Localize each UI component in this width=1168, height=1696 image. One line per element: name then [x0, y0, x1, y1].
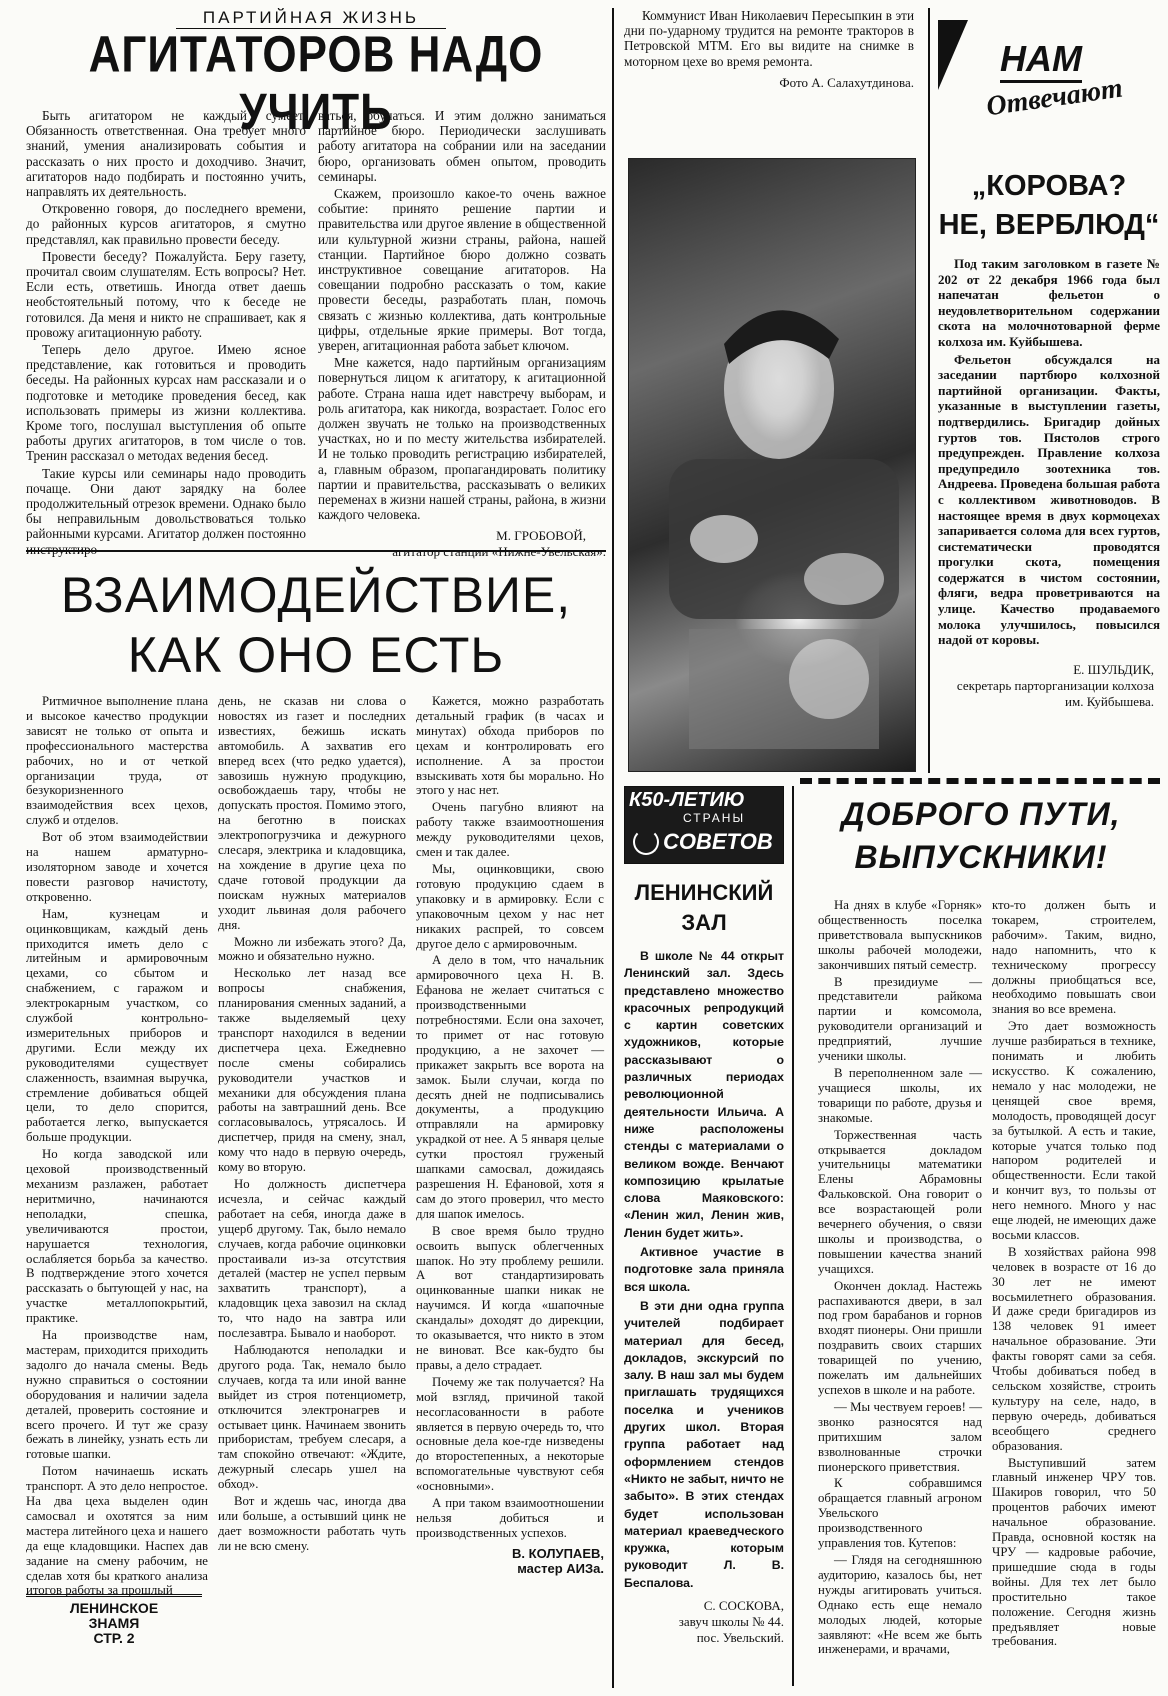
answers-author: Е. ШУЛЬДИК, — [1073, 661, 1154, 677]
interaction-headline-2: КАК ОНО ЕСТЬ — [127, 627, 505, 683]
answers-body: Под таким заголовком в газете № 202 от 22 декабря 1966 года был напечатан фельетон о неудовлетворительном содержании скота на молочнотоварной ферме колхоза им. Куйбышева. Фельетон обсуждался на заседании партбюро колхозной партийной организации. Факты, указанные в выступлении газеты, подтвердились. Бригадир дойных гуртов тов. Пястолов строго предупрежден. Правление колхоза предупредило зоотехника тов. Андреева. Проведена большая работа с коллективом животноводов. В настоящее время в двух кормоцехах запаривается солома для всех гуртов, систематически проводятся прогулки скота, помещения содержатся в чистом состоянии, фляги, ведра проветриваются на улице. Качество продаваемого молока улучшилось, повысился надой от коровы. — [938, 256, 1160, 648]
graduates-col-2: кто-то должен быть и токарем, строителем, рабочим». Таким, видно, надо напомнить, что к техническому прогрессу должны приобщаться все, необходимо повышать свои знания во все времена. Это дает возможность лучше разбираться в технике, понимать и любить искусство. К сожалению, немало у нас молодежи, не ценящей свое время, молодость, проводящей досуг за бутылкой. А есть и такие, которые учатся только под напором родителей и общественности. Если такой и кончит вуз, то пользы от него немного. Много у нас еще людей, не имеющих даже восьми классов. В хозяйствах района 998 человек в возрасте от 16 до 30 лет не имеют восьмилетнего образования. И даже среди бригадиров из 138 человек 91 имеет начальное образование. Эти факты говорят сами за себя. Чтобы добиваться побед в сельском хозяйстве, строить культуру на селе, надо, в первую очередь, добиваться всеобщего среднего образования. Выступивший затем главный инженер ЧРУ тов. Шакиров говорил, что 50 процентов рабочих имеют начальное образование. Правда, основной костяк на ЧРУ — кадровые рабочие, пришедшие сюда в годы войны. Для тех лет было простительно такое положение. Сегодня жизнь предъявляет новые требования. — [992, 898, 1156, 1649]
interaction-col-1: Ритмичное выполнение плана и высокое качество продукции зависят не только от опыта и профессионального мастерства рабочих, но и от четкой организации труда, от безукоризненного взаимодействия всех цехов, служб и отделов. Вот об этом взаимодействии на нашем арматурно-изоляторном заводе и хочется повести разговор начистоту, откровенно. Нам, кузнецам и оцинковщикам, каждый день приходится иметь дело с литейным и армировочным цехами, со сбытом и снабжением, с гаражом и электрокарным участком, со службой контрольно-измерительных приборов и другими. Если между их руководителями существует слаженность, взаимная выручка, стремление добиваться общей цели, то дело спорится, работается легко, выпускается больше продукции. Но когда заводской или цеховой производственный механизм разлажен, работает неритмично, начинаются неполадки, спешка, увеличиваются простои, нарушается технология, ослабляется борьба за качество. В подтверждение этого хочется рассказать о бытующей у нас, на участке металлопокрытий, практике. На производстве нам, мастерам, приходится приходить задолго до начала смены. Ведь нужно справиться о состоянии оборудования и наличии задела деталей, проверить состояние и всего прочего. И тут же сразу бежать в линейку, узнать есть ли готовые шапки. Потом начинаешь искать транспорт. А это дело непростое. На два цеха выделен один самосвал и охотятся за ним мастера литейного цеха и нашего да еще кладовщики. Наспех дав задание на смену рабочим, не сделав хотя бы краткого анализа итогов работы за прошлый — [26, 694, 208, 1598]
interaction-article — [26, 566, 606, 1686]
answers-author-role: секретарь парторганизации колхоза им. Куйбышева. — [956, 677, 1154, 709]
jubilee-author: С. СОСКОВА, — [703, 1597, 784, 1613]
jubilee-article — [624, 786, 784, 1686]
party-col-1: Быть агитатором не каждый сумеет. Обязанность ответственная. Она требует много знаний, умения анализировать события и рассказать о них просто и доходчиво. Значит, агитаторов надо подбирать и постоянно учить, направлять их деятельность. Откровенно говоря, до последнего времени, до районных курсов агитаторов, я смутно представлял, как правильно провести беседу. Провести беседу? Пожалуйста. Беру газету, прочитал своим слушателям. Есть вопросы? Нет. Если есть, ответишь. Иногда ответ даешь необстоятельный потому, что к беседе не готовился. Да меня и никто не спрашивает, как я провожу агитационную работу. Теперь дело другое. Имею ясное представление, как готовиться и проводить беседы. На районных курсах нам рассказали и о подготовке и методике проведения бесед, как использовать примеры из жизни коллектива. Кроме того, послушал выступления об опыте работы других агитаторов, в том числе о тов. Тренин рассказал о методах ведения бесед. Такие курсы или семинары надо проводить почаще. Они дают зарядку на более продолжительный отрезок времени. Однако было бы неправильным довольствоваться только районными курсами. Агитатор должен постоянно инструктиро- — [26, 108, 306, 557]
banner-line-1: К50-ЛЕТИЮ — [629, 789, 745, 811]
divider — [612, 8, 614, 1688]
divider — [26, 550, 606, 552]
jubilee-author-role-1: завуч школы № 44. — [678, 1613, 784, 1629]
divider — [928, 8, 930, 773]
rubric-flag — [938, 20, 968, 90]
rubric-bottom: Отвечают — [984, 72, 1125, 123]
interaction-col-3: Кажется, можно разработать детальный график (в часах и минутах) обхода приборов по цехам и контролировать его исполнение. А за простои взыскивать хотя бы морально. Но этого у нас нет. Очень пагубно влияют на работу также взаимоотношения между руководителями цехов, смен и так далее. Мы, оцинковщики, свою готовую продукцию сдаем в упаковку и в армировку. Если с упаковочным цехом у нас нет никаких распрей, то совсем другое дело с армировочным. А дело в том, что начальник армировочного цеха Н. В. Ефанова не желает считаться с производственными потребностями. Если она захочет, то примет от нас готовую продукцию, а не захочет — прикажет закрыть все ворота на замок. Были случаи, когда по десять дней не подписывались документы, а продукцию отправляли на армировку украдкой от нее. А 5 января целые сутки простоял груженый шапками самосвал, дожидаясь разрешения Н. Ефановой, хотя я сам до этого проверил, что место для шапок имелось. В свое время было трудно освоить выпуск облегченных шапок. Но эту проблему решили. А вот стандартизировать оцинкованные шапки никак не научимся. И когда «шапочные скандалы» доходят до дирекции, то оказывается, что никто в этом не виноват. Все как-будто бы правы, а дело страдает. Почему же так получается? На мой взгляд, причиной такой несогласованности в работе является в первую очередь то, что основные дела кое-где низведены до второстепенных, а некоторые вспомогательные чувствуют себя «основными». А при таком взаимоотношении нельзя добиться и производственных успехов. В. КОЛУПАЕВ, мастер АИЗа. — [416, 694, 604, 1576]
party-author: М. ГРОБОВОЙ, — [496, 528, 586, 544]
jubilee-body: В школе № 44 открыт Ленинский зал. Здесь представлено множество красочных репродукций с картин советских художников, которые рассказывают о различных периодах революционной деятельности Ильича. А ниже расположены стенды с материалами о великом вожде. Венчают композицию крылатые слова Маяковского: «Ленин жил, Ленин жив, Ленин будет жить». Активное участие в подготовке зала приняла вся школа. В эти дни одна группа учителей подбирает материал для бесед, докладов, экскурсий по залу. В наш зал мы будем приглашать трудящихся поселка и учеников других школ. Вторая группа работает над оформлением стендов «Никто не забыт, ничто не забыто». В этих стендах будет использован материал краеведческого кружка, которым руководит Л. В. Беспалова. — [624, 949, 784, 1590]
party-col-2: ваться, обучаться. И этим должно заниматься партийное бюро. Периодически заслушивать работу агитатора на собрании или на заседании бюро, организовать обмен опытом, проводить семинары. Скажем, произошло какое-то очень важное событие: принято решение партии и правительства или другое явление в общественной или культурной жизни страны, района, нашей станции. Партийное бюро должно созвать инструктивное совещание агитаторов. На совещании подробно рассказать о том, какие провести беседы, разработать план, помочь связать с жизнью коллектива, дать контрольные цифры, отдельные яркие примеры. Вот тогда, уверен, агитационная работа забьет ключом. Мне кажется, надо партийным организациям повернуться лицом к агитатору, к агитационной работе. Страна наша идет навстречу выборам, и роль агитатора, как никогда, возрастает. Голос его должен звучать не только на производственных участках, но и по месту жительства избирателей. И не только проводить регистрацию избирателей, а, главным образом, пропагандировать политику партии и правительства, рассказывать о великих переменах в жизни нашей страны, района, в жизни каждого человека. М. ГРОБОВОЙ, агитатор станции «Нижне-Увельская». — [318, 108, 606, 559]
party-life-article — [26, 8, 606, 559]
divider — [792, 786, 794, 1686]
graduates-article — [800, 792, 1162, 1684]
answers-headline-2: НЕ, ВЕРБЛЮД“ — [938, 209, 1160, 241]
jubilee-banner — [624, 786, 784, 864]
page-footer — [26, 1594, 202, 1646]
photo-block — [624, 8, 920, 776]
banner-line-2: СТРАНЫ — [683, 811, 746, 825]
hammer-sickle-icon — [633, 829, 659, 855]
page-number: СТР. 2 — [93, 1630, 135, 1646]
jubilee-headline-1: ЛЕНИНСКИЙ — [634, 880, 774, 905]
rubric: ПАРТИЙНАЯ ЖИЗНЬ — [176, 8, 446, 29]
rubric-top: НАМ — [1000, 38, 1082, 83]
answers-headline-1: „КОРОВА? — [971, 170, 1127, 202]
answers-rubric — [938, 10, 1160, 123]
graduates-headline-2: ВЫПУСКНИКИ! — [854, 839, 1108, 875]
graduates-dash-border — [800, 778, 1160, 784]
party-author-role: агитатор станции «Нижне-Увельская». — [392, 543, 606, 559]
photo-credit: Фото А. Салахутдинова. — [779, 74, 914, 90]
worker-photo-image — [629, 159, 915, 771]
paper-name: ЛЕНИНСКОЕ ЗНАМЯ — [69, 1600, 159, 1631]
banner-line-3: СОВЕТОВ — [663, 829, 773, 854]
interaction-author: В. КОЛУПАЕВ, — [512, 1545, 604, 1561]
worker-photo — [628, 158, 916, 772]
photo-caption: Коммунист Иван Николаевич Пересыпкин в эти дни по-ударному трудится на ремонте тракторов в Петровской МТМ. Его вы видите на снимке в моторном цехе во время ремонта. — [624, 8, 914, 69]
graduates-headline-1: ДОБРОГО ПУТИ, — [841, 796, 1121, 832]
jubilee-author-role-2: пос. Увельский. — [696, 1629, 784, 1645]
graduates-col-1: На днях в клубе «Горняк» общественность поселка приветствовала выпускников школы рабочей молодежи, закончивших пятый семестр. В президиуме — представители райкома партии и комсомола, руководители организаций и предприятий, лучшие ученики школы. В переполненном зале — учащиеся школы, их товарищи по работе, друзья и знакомые. Торжественная часть открывается докладом учительницы математики Елены Абрамовны Фальковской. Она говорит о все возрастающей роли вечернего обучения, о связи школы и производства, о повышении качества знаний учащихся. Окончен доклад. Настежь распахиваются двери, в зал под гром барабанов и горнов входят пионеры. Они пришли поздравить своих старших товарищей по учению, пожелать им дальнейших успехов в школе и на работе. — Мы чествуем героев! — звонко разносятся над притихшим залом взволнованные строчки пионерского приветствия. К собравшимся обращается главный агроном Увельского производственного управления тов. Кутепов: — Глядя на сегодняшнюю аудиторию, казалось бы, нет нужды агитировать учиться. Однако есть еще немало молодых людей, которые заявляют: «Не всем же быть инженерами, и врачами, — [818, 898, 982, 1657]
answers-article — [938, 10, 1160, 772]
interaction-col-2: день, не сказав ни слова о новостях из газет и последних известиях, бежишь искать автомобиль. А захватив его вперед всех (что редко удается), завозишь нужную продукцию, освобождаешь тару, чтобы не допускать простоя. Помимо этого, на беготню в поисках электропогрузчика и дежурного слесаря, электрика и кладовщика, на хождение в другие цеха по сдаче готовой продукции да поискам нужных материалов уходит львиная доля рабочего дня. Можно ли избежать этого? Да, можно и обязательно нужно. Несколько лет назад все вопросы снабжения, планирования сменных заданий, а также выделяемый цеху транспорт находился в ведении диспетчера цеха. Ежедневно после смены собирались руководители участков и механики для обсуждения плана работы на завтрашний день. Все согласовывалось, утрясалось. И диспетчер, придя на смену, знал, кому что надо в первую очередь, кому во вторую. Но должность диспетчера исчезла, и сейчас каждый работает на себя, иногда даже в ущерб другому. Так, было немало случаев, когда рабочие оцинковки простаивали из-за отсутствия деталей (мастер не успел первым захватить транспорт), а кладовщик цеха завозил на склад то, что надо на завтра или послезавтра. Бывало и наоборот. Наблюдаются неполадки и другого рода. Так, немало было случаев, когда та или иной ванне выйдет из строя потенциометр, отключится электронагрев и остывает цинк. Начинаем звонить прибористам, требуем слесаря, а там спокойно отвечают: «Ждите, дежурный слесарь ушел на обход». Вот и ждешь час, иногда два или больше, а остывший цинк не дает возможности работать чуть ли не всю смену. — [218, 694, 406, 1553]
headline: АГИТАТОРОВ НАДО УЧИТЬ — [88, 26, 544, 141]
jubilee-headline-2: ЗАЛ — [681, 910, 727, 935]
interaction-headline-1: ВЗАИМОДЕЙСТВИЕ, — [60, 567, 572, 623]
interaction-author-role: мастер АИЗа. — [517, 1560, 604, 1576]
